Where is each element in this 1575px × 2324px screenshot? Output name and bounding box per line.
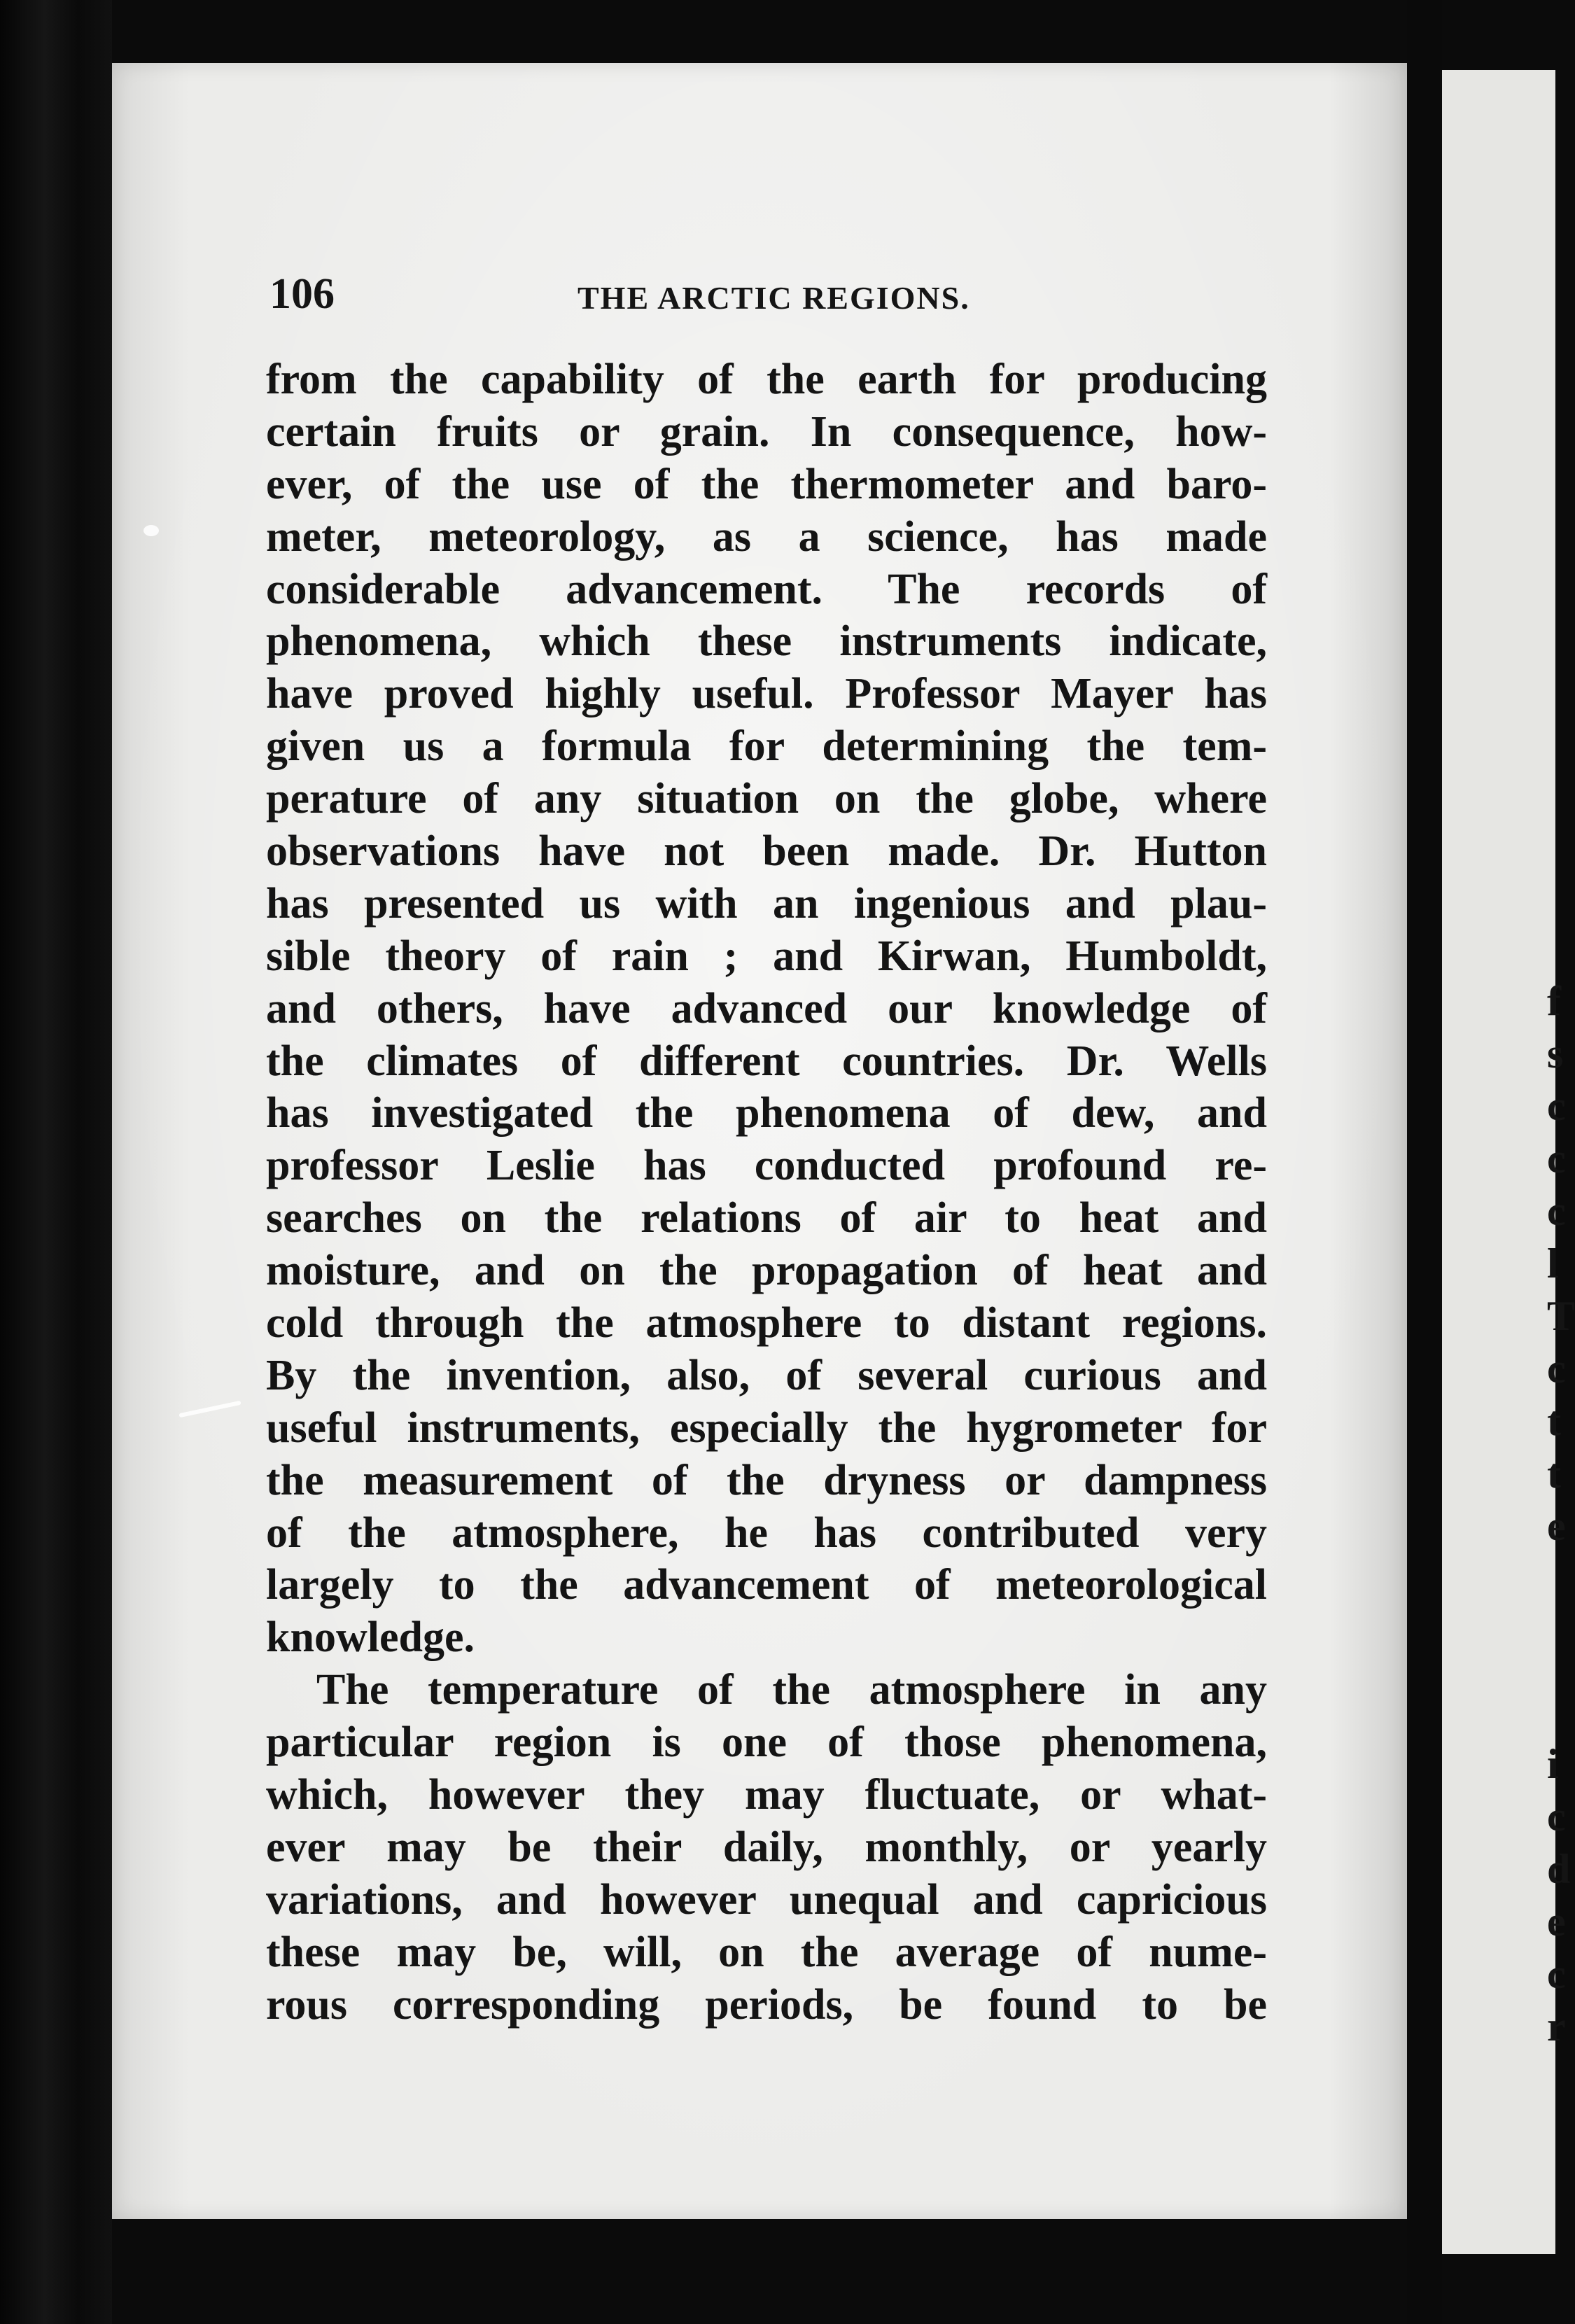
text-line: moisture, and on the propagation of heat and xyxy=(266,1247,1267,1295)
facing-page-fragment: c xyxy=(1547,1793,1566,1840)
text-line: these may be, will, on the average of nume- xyxy=(266,1928,1267,1976)
book-gutter xyxy=(1407,0,1442,2324)
paper-speck xyxy=(144,525,159,536)
text-line: phenomena, which these instruments indicate, xyxy=(266,617,1267,666)
text-line: perature of any situation on the globe, where xyxy=(266,775,1267,823)
text-line: professor Leslie has conducted profound re- xyxy=(266,1142,1267,1190)
text-line: useful instruments, especially the hygrometer for xyxy=(266,1404,1267,1452)
text-line: rous corresponding periods, be found to be xyxy=(266,1980,1267,2029)
text-line: certain fruits or grain. In consequence, how- xyxy=(266,407,1267,456)
facing-page-fragment: c xyxy=(1547,1951,1566,1997)
text-line: ever, of the use of the thermometer and baro- xyxy=(266,460,1267,508)
body-text xyxy=(266,354,1267,2031)
text-line: of the atmosphere, he has contributed very xyxy=(266,1508,1267,1557)
text-line: the measurement of the dryness or dampness xyxy=(266,1456,1267,1504)
left-book-edge xyxy=(0,0,112,2324)
facing-page-fragment: i xyxy=(1547,1741,1559,1787)
text-line: from the capability of the earth for producing xyxy=(266,356,1267,403)
text-line: knowledge. xyxy=(266,1614,475,1662)
text-line: By the invention, also, of several curious and xyxy=(266,1351,1267,1399)
facing-page-edge xyxy=(1442,70,1575,2254)
text-line: the climates of different countries. Dr. Wells xyxy=(266,1037,1267,1085)
text-line: sible theory of rain ; and Kirwan, Humboldt, xyxy=(266,932,1267,980)
page-number: 106 xyxy=(270,270,335,318)
text-line: which, however they may fluctuate, or what- xyxy=(266,1771,1267,1819)
facing-page-fragment: e xyxy=(1547,1898,1566,1945)
facing-page-fragment: c xyxy=(1547,1188,1566,1234)
running-header xyxy=(270,270,1264,326)
text-line: observations have not been made. Dr. Hutton xyxy=(266,827,1267,876)
text-line: given us a formula for determining the tem- xyxy=(266,722,1267,771)
facing-page-fragment: t xyxy=(1547,1450,1561,1497)
text-line: ever may be their daily, monthly, or yearly xyxy=(266,1823,1267,1871)
text-line: variations, and however unequal and capricious xyxy=(266,1875,1267,1924)
facing-page-fragment: T xyxy=(1547,1293,1575,1339)
text-line: have proved highly useful. Professor Mayer has xyxy=(266,670,1267,718)
text-line: considerable advancement. The records of xyxy=(266,565,1267,613)
text-line: searches on the relations of air to heat and xyxy=(266,1194,1267,1242)
facing-page-fragment: d xyxy=(1547,1846,1571,1892)
running-head-title: THE ARCTIC REGIONS. xyxy=(578,280,970,316)
facing-page-fragment: c xyxy=(1547,1083,1566,1129)
text-line: and others, have advanced our knowledge of xyxy=(266,984,1267,1032)
facing-page-fragment: t xyxy=(1547,1398,1561,1444)
text-line: particular region is one of those phenomena, xyxy=(266,1718,1267,1767)
facing-page-fragment: c xyxy=(1547,1345,1566,1392)
text-line: has presented us with an ingenious and plau- xyxy=(266,879,1267,927)
text-line: The temperature of the atmosphere in any xyxy=(316,1666,1267,1714)
facing-page-fragment: e xyxy=(1547,1503,1566,1549)
text-line: meter, meteorology, as a science, has made xyxy=(266,512,1267,561)
facing-page-fragment: s xyxy=(1547,1030,1564,1077)
text-line: largely to the advancement of meteorological xyxy=(266,1561,1267,1609)
text-line: has investigated the phenomena of dew, and xyxy=(266,1089,1267,1138)
facing-page-fragment: r xyxy=(1547,2003,1566,2050)
text-line: cold through the atmosphere to distant regions. xyxy=(266,1299,1267,1348)
facing-page-fragment: l xyxy=(1547,1240,1559,1287)
facing-page-fragment: f xyxy=(1547,978,1561,1024)
facing-page-fragment: c xyxy=(1547,1135,1566,1182)
